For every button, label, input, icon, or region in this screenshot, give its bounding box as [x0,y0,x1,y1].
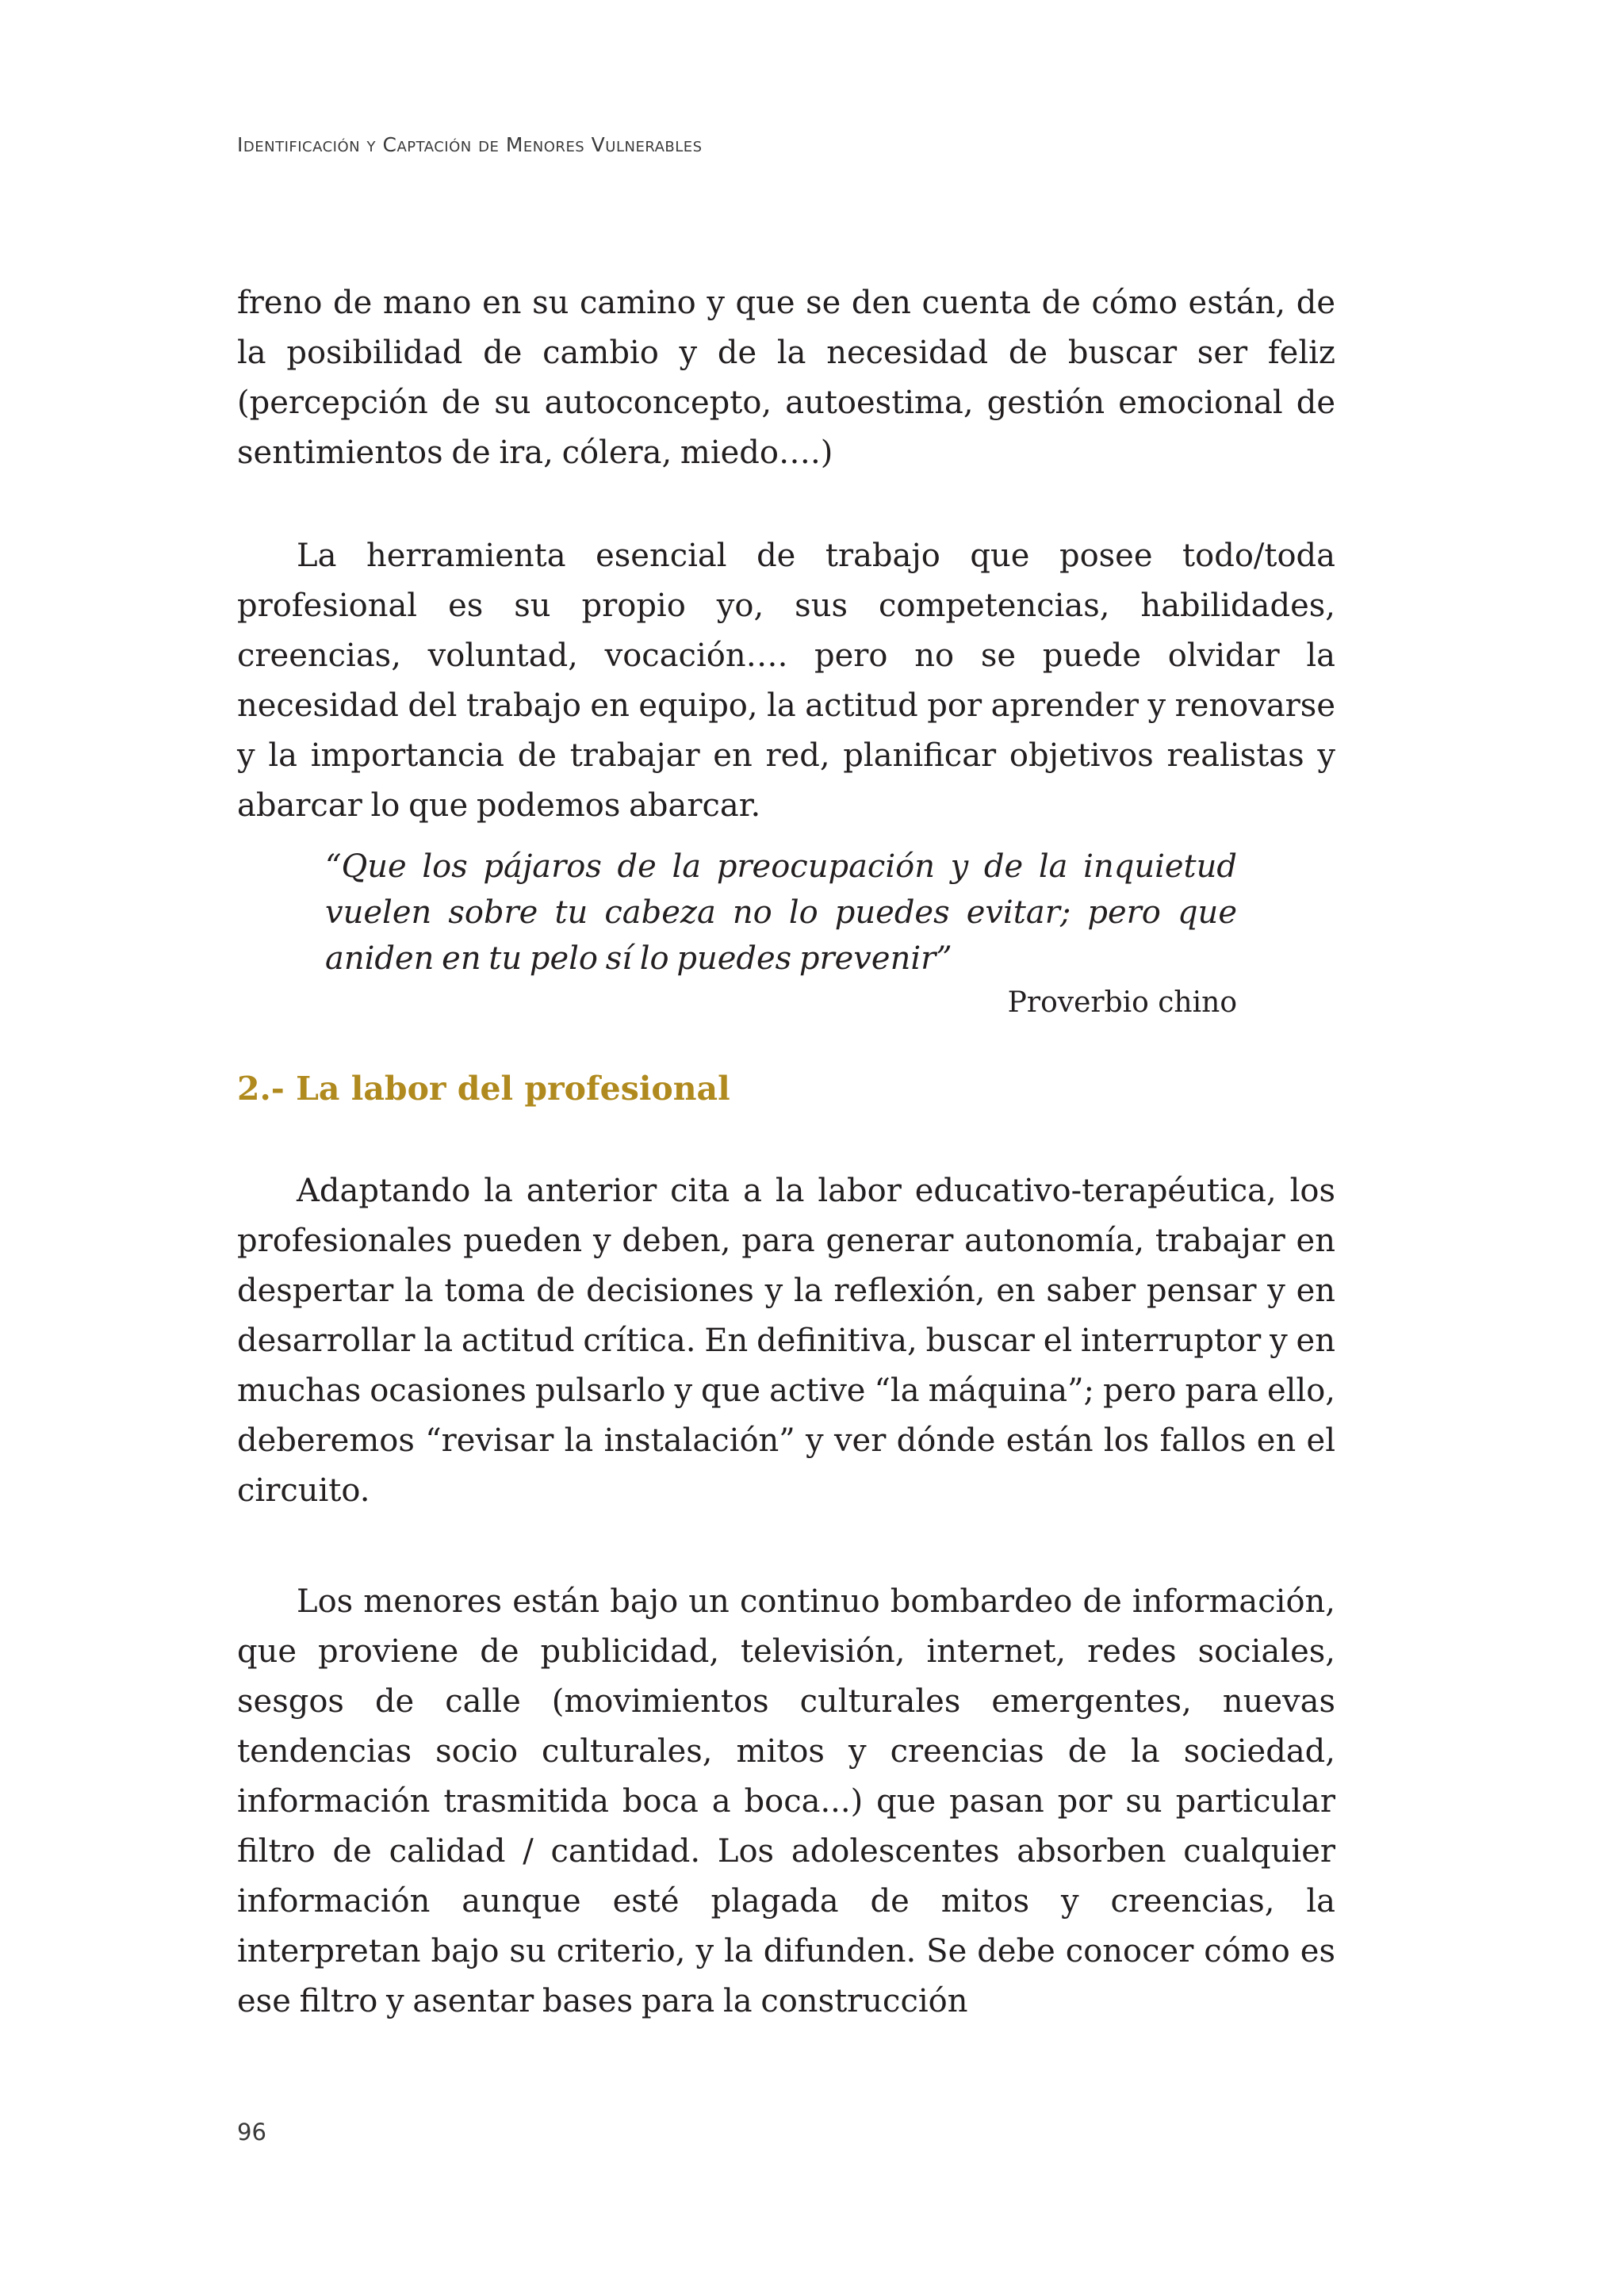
section-heading: 2.- La labor del profesional [237,1070,730,1108]
page-number: 96 [237,2119,266,2146]
body-paragraph-3: Adaptando la anterior cita a la labor educativo-terapéutica, los profesionales pueden y deben, para generar autonomía, trabajar en despertar la toma de decisiones y la reflexión, en saber pensar y en desarrollar la actitud crítica. En definitiva, buscar el interruptor y en muchas ocasiones pulsarlo y que active “la máquina”; pero para ello, deberemos “revisar la instalación” y ver dónde están los fallos en el circuito. [237,1173,1335,1509]
body-paragraph-1: freno de mano en su camino y que se den cuenta de cómo están, de la posibilidad de cambio y de la necesidad de buscar ser feliz (percepción de su autoconcepto, autoestima, gestión emocional de sentimientos de ira, cólera, miedo….) [237,285,1335,471]
body-paragraph-4: Los menores están bajo un continuo bombardeo de información, que proviene de publicidad, televisión, internet, redes sociales, sesgos de calle (movimientos culturales emergentes, nuevas tendencias socio culturales, mitos y creencias de la sociedad, información trasmitida boca a boca...) que pasan por su particular filtro de calidad / cantidad. Los adolescentes absorben cualquier información aunque esté plagada de mitos y creencias, la interpretan bajo su criterio, y la difunden. Se debe conocer cómo es ese filtro y asentar bases para la construcción [237,1583,1335,2019]
proverb-quote: “Que los pájaros de la preocupación y de la inquietud vuelen sobre tu cabeza no lo puedes evitar; pero que aniden en tu pelo sí lo puedes prevenir” [325,848,1237,977]
running-header: Identificación y Captación de Menores Vulnerables [237,133,703,156]
quote-attribution: Proverbio chino [1007,986,1237,1019]
body-paragraph-2: La herramienta esencial de trabajo que posee todo/toda profesional es su propio yo, sus competencias, habilidades, creencias, voluntad, vocación…. pero no se puede olvidar la necesidad del trabajo en equipo, la actitud por aprender y renovarse y la importancia de trabajar en red, planificar objetivos realistas y abarcar lo que podemos abarcar. [237,538,1335,824]
